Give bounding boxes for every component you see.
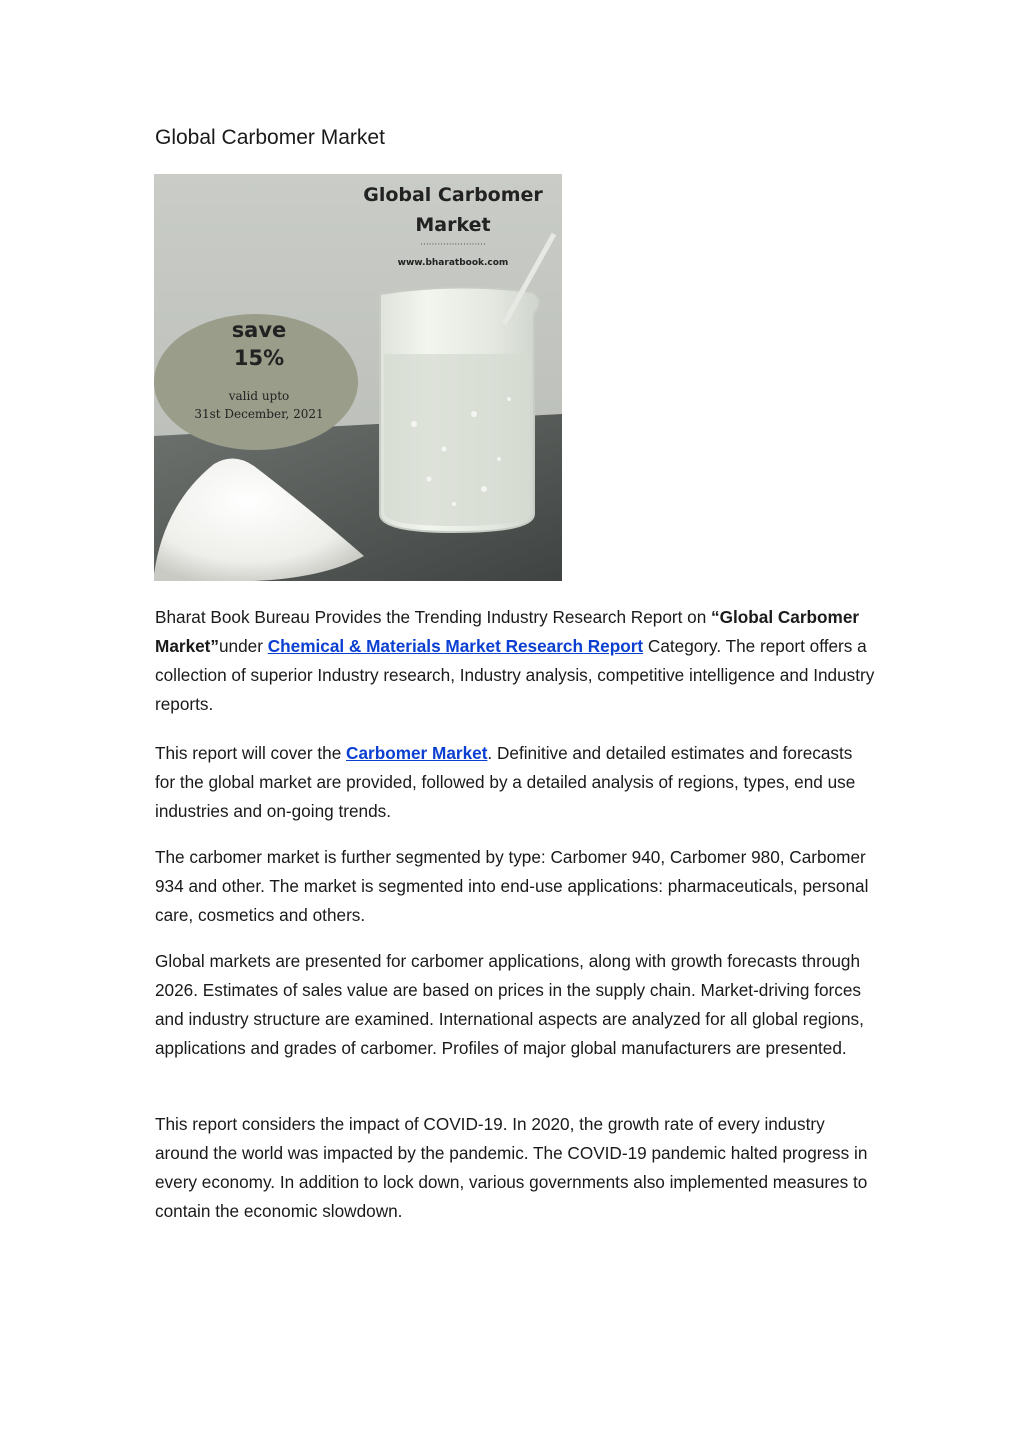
paragraph-coverage xyxy=(155,739,875,826)
paragraph-covid: This report considers the impact of COVID-19. In 2020, the growth rate of every industry around the world was impacted by the pandemic. The COVID-19 pandemic halted progress in every economy. In addition to lock down, various governments also implemented measures to contain the economic slowdown. xyxy=(155,1114,868,1221)
paragraph-segmentation: The carbomer market is further segmented by type: Carbomer 940, Carbomer 980, Carbomer 934 and other. The market is segmented into end-use applications: pharmaceuticals, personal care, cosmetics and others. xyxy=(155,847,869,925)
cover-validity xyxy=(164,387,354,423)
paragraph-intro xyxy=(155,603,875,719)
cover-title xyxy=(344,180,562,250)
carbomer-market-link[interactable]: Carbomer Market xyxy=(346,743,488,763)
chemical-materials-link[interactable]: Chemical & Materials Market Research Report xyxy=(267,636,644,656)
cover-title-line1: Global Carbomer xyxy=(363,184,543,206)
cover-save-badge-text xyxy=(164,316,354,372)
cover-image xyxy=(154,174,562,581)
cover-title-line2: Market xyxy=(415,214,491,236)
coverage-text-a: This report will cover the xyxy=(155,743,347,763)
cover-valid-line2: 31st December, 2021 xyxy=(194,407,324,421)
cover-valid-line1: valid upto xyxy=(228,389,290,403)
intro-text-c: Category. The report offers a collection of superior Industry research, Industry analysis, competitive intelligence and Industry reports. xyxy=(155,636,875,714)
cover-dots: ······················· xyxy=(420,240,486,250)
cover-save-line1: save xyxy=(231,318,287,342)
intro-text-a: Bharat Book Bureau Provides the Trending Industry Research Report on xyxy=(155,607,712,627)
intro-report-name: “Global Carbomer Market” xyxy=(155,607,860,656)
paragraph-global-markets: Global markets are presented for carbomer applications, along with growth forecasts through 2026. Estimates of sales value are based on prices in the supply chain. Market-driving forces and industry structure are examined. International aspects are analyzed for all global regions, applications and grades of carbomer. Profiles of major global manufacturers are presented. xyxy=(155,951,864,1058)
gel-liquid xyxy=(384,354,530,526)
cover-website: www.bharatbook.com xyxy=(397,258,509,268)
coverage-text-b: . Definitive and detailed estimates and forecasts for the global market are provided, followed by a detailed analysis of regions, types, end use industries and on-going trends. xyxy=(155,743,856,821)
intro-text-b: under xyxy=(219,636,268,656)
cover-save-line2: 15% xyxy=(233,346,285,370)
page-title: Global Carbomer Market xyxy=(155,126,385,149)
